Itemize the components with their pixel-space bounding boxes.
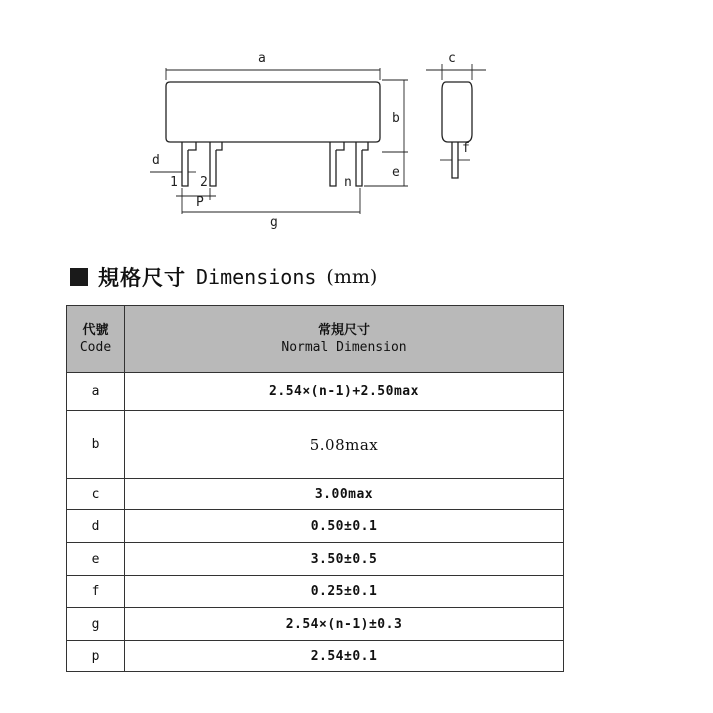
label-p: P bbox=[196, 195, 204, 210]
row-code: f bbox=[67, 576, 125, 608]
row-value: 2.54±0.1 bbox=[125, 641, 564, 672]
row-value: 0.25±0.1 bbox=[125, 576, 564, 608]
section-heading bbox=[70, 262, 377, 292]
label-d: d bbox=[152, 153, 160, 168]
row-code: g bbox=[67, 608, 125, 641]
row-code: a bbox=[67, 373, 125, 411]
table-row bbox=[67, 543, 564, 576]
pin-side bbox=[452, 142, 458, 178]
table-row bbox=[67, 576, 564, 608]
bullet-square-icon bbox=[70, 268, 88, 286]
row-value: 2.54×(n-1)+2.50max bbox=[125, 373, 564, 411]
pin-2 bbox=[210, 142, 216, 186]
row-code: d bbox=[67, 510, 125, 543]
row-value: 3.50±0.5 bbox=[125, 543, 564, 576]
row-value: 3.00max bbox=[125, 479, 564, 510]
header-code-en: Code bbox=[79, 340, 112, 355]
component-body-side bbox=[442, 82, 472, 142]
header-dim-en: Normal Dimension bbox=[281, 340, 407, 355]
dimensions-table bbox=[66, 305, 564, 672]
heading-title-cn: 規格尺寸 bbox=[98, 266, 186, 290]
table-row bbox=[67, 608, 564, 641]
label-a: a bbox=[258, 51, 266, 66]
table-header-row bbox=[67, 306, 564, 373]
row-value: 0.50±0.1 bbox=[125, 510, 564, 543]
component-body-front bbox=[166, 82, 380, 142]
label-c: c bbox=[448, 51, 456, 66]
label-e: e bbox=[392, 165, 400, 180]
label-pin-2: 2 bbox=[200, 175, 208, 190]
row-code: b bbox=[67, 411, 125, 479]
table-row bbox=[67, 373, 564, 411]
row-value: 2.54×(n-1)±0.3 bbox=[125, 608, 564, 641]
row-value: 5.08max bbox=[125, 411, 564, 479]
label-n: n bbox=[344, 175, 352, 190]
label-b: b bbox=[392, 111, 400, 126]
row-code: p bbox=[67, 641, 125, 672]
heading-title-en: Dimensions bbox=[196, 265, 317, 289]
header-code bbox=[67, 306, 125, 373]
row-code: c bbox=[67, 479, 125, 510]
pin-n bbox=[356, 142, 362, 186]
pin-1 bbox=[182, 142, 188, 186]
table-row bbox=[67, 479, 564, 510]
header-code-cn: 代號 bbox=[82, 323, 109, 338]
table-row bbox=[67, 641, 564, 672]
dimension-diagram bbox=[0, 0, 713, 240]
header-dimension bbox=[125, 306, 564, 373]
pin-n-1 bbox=[330, 142, 336, 186]
heading-unit: (mm) bbox=[326, 266, 378, 288]
header-dim-cn: 常規尺寸 bbox=[317, 323, 370, 338]
row-code: e bbox=[67, 543, 125, 576]
label-pin-1: 1 bbox=[170, 175, 178, 190]
label-g: g bbox=[270, 215, 278, 230]
label-f: f bbox=[462, 141, 470, 156]
table-row bbox=[67, 411, 564, 479]
table-row bbox=[67, 510, 564, 543]
